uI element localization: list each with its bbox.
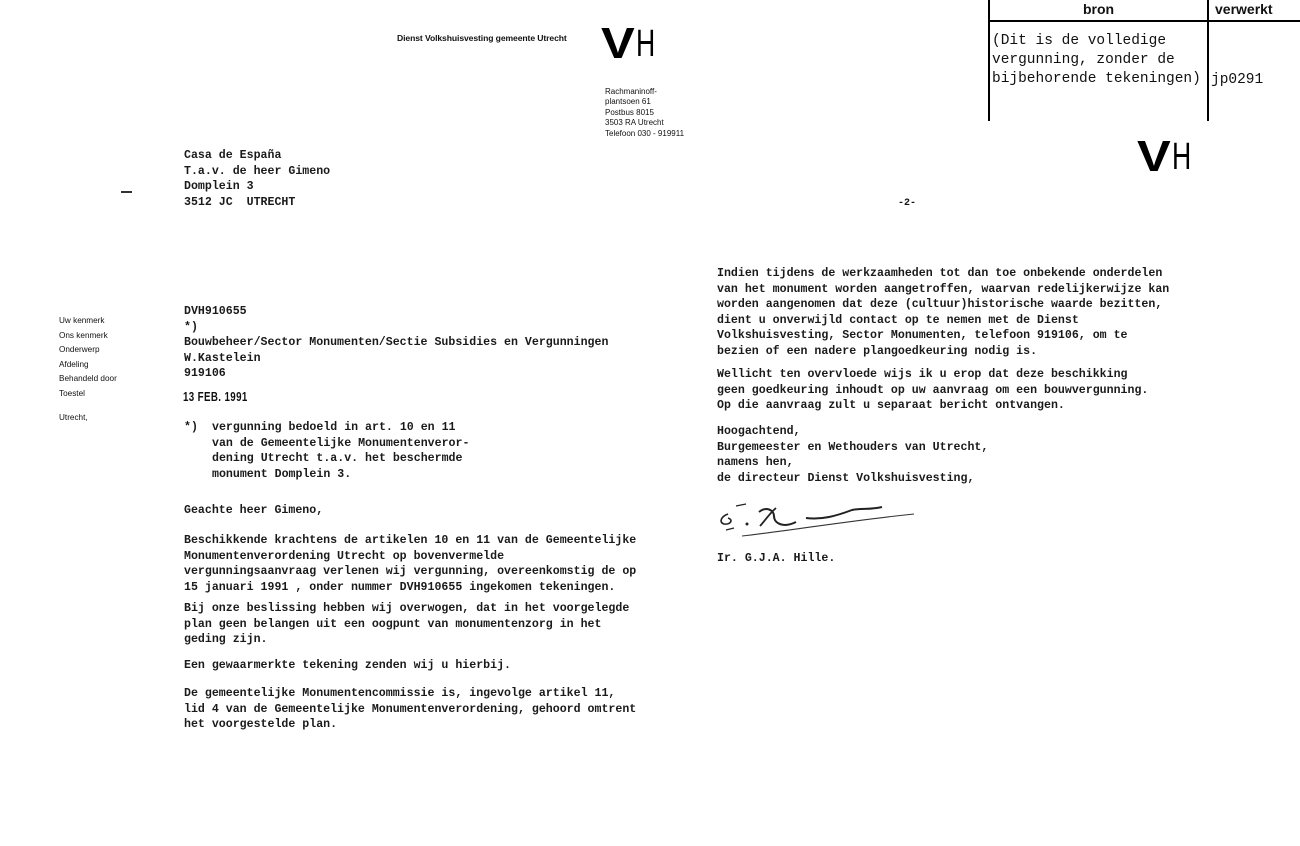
- closing-line: de directeur Dienst Volkshuisvesting,: [717, 471, 975, 485]
- archive-code: jp0291: [1211, 72, 1264, 88]
- value-ons-kenmerk: DVH910655: [184, 305, 247, 318]
- address-line: 3503 RA Utrecht: [605, 118, 664, 128]
- paragraph-3: [184, 658, 511, 674]
- logo-v: V: [1137, 132, 1171, 181]
- footnote-line: dening Utrecht t.a.v. het beschermde: [212, 452, 463, 466]
- closing-line: namens hen,: [717, 456, 794, 470]
- signatory-name: Ir. G.J.A. Hille.: [717, 552, 836, 565]
- closing-line: Hoogachtend,: [717, 425, 801, 438]
- recipient-line: 3512 JC UTRECHT: [184, 195, 296, 209]
- label-onderwerp: Onderwerp: [59, 345, 100, 354]
- table-divider: [1207, 0, 1209, 121]
- footnote-text: [212, 420, 469, 482]
- paragraph-line: Bij onze beslissing hebben wij overwogen, dat in het voorgelegde: [184, 602, 630, 615]
- label-behandeld-door: Behandeld door: [59, 374, 117, 383]
- label-ons-kenmerk: Ons kenmerk: [59, 330, 108, 340]
- table-border-left: [988, 0, 990, 121]
- paragraph-line: Wellicht ten overvloede wijs ik u erop dat deze beschikking: [717, 368, 1128, 381]
- address-line: plantsoen 61: [605, 97, 651, 107]
- reference-labels: [59, 314, 117, 401]
- paragraph-line: De gemeentelijke Monumentencommissie is, ingevolge artikel 11,: [184, 687, 616, 700]
- page2-paragraph-2: [717, 367, 1148, 414]
- footnote-line: monument Domplein 3.: [212, 467, 352, 481]
- recipient-line: Domplein 3: [184, 180, 254, 194]
- paragraph-line: Beschikkende krachtens de artikelen 10 en 11 van de Gemeentelijke: [184, 534, 637, 547]
- label-place: Utrecht,: [59, 413, 88, 422]
- handwritten-signature: [714, 496, 924, 541]
- recipient-address: [184, 148, 330, 210]
- table-header-verwerkt: verwerkt: [1215, 1, 1273, 17]
- table-header-rule: [989, 20, 1300, 22]
- footnote-line: vergunning bedoeld in art. 10 en 11: [212, 421, 456, 434]
- paragraph-line: vergunningsaanvraag verlenen wij vergunning, overeenkomstig de op: [184, 565, 637, 579]
- paragraph-line: lid 4 van de Gemeentelijke Monumentenverordening, gehoord omtrent: [184, 702, 637, 716]
- footnote-marker: *): [184, 421, 198, 434]
- value-behandeld-door: W.Kastelein: [184, 351, 261, 365]
- date-stamp: 13 FEB. 1991: [183, 389, 248, 404]
- recipient-line: T.a.v. de heer Gimeno: [184, 164, 331, 178]
- value-afdeling: Bouwbeheer/Sector Monumenten/Sectie Subsidies en Vergunningen: [184, 336, 609, 350]
- paragraph-line: Monumentenverordening Utrecht op bovenvermelde: [184, 549, 505, 563]
- paragraph-line: worden aangenomen dat deze (cultuur)historische waarde bezitten,: [717, 298, 1163, 312]
- label-uw-kenmerk: Uw kenmerk: [59, 316, 105, 325]
- paragraph-line: Indien tijdens de werkzaamheden tot dan toe onbekende onderdelen: [717, 267, 1163, 280]
- table-header-bron: bron: [1082, 1, 1115, 17]
- paragraph-line: Een gewaarmerkte tekening zenden wij u hierbij.: [184, 659, 511, 672]
- paragraph-line: Volkshuisvesting, Sector Monumenten, telefoon 919106, om te: [717, 329, 1128, 343]
- address-line: Rachmaninoff-: [605, 87, 657, 96]
- paragraph-4: [184, 686, 636, 733]
- paragraph-line: het voorgestelde plan.: [184, 718, 338, 732]
- logo-v: V: [601, 19, 635, 68]
- closing: [717, 424, 988, 486]
- paragraph-line: Op die aanvraag zult u separaat bericht ontvangen.: [717, 399, 1065, 413]
- paragraph-line: 15 januari 1991 , onder nummer DVH910655 ingekomen tekeningen.: [184, 580, 616, 594]
- note-line: vergunning, zonder de: [992, 52, 1175, 68]
- paragraph-line: plan geen belangen uit een oogpunt van monumentenzorg in het: [184, 617, 602, 631]
- value-onderwerp: *): [184, 320, 198, 334]
- fold-mark: [121, 191, 132, 193]
- salutation: Geachte heer Gimeno,: [184, 504, 324, 517]
- paragraph-2: [184, 601, 629, 648]
- vh-logo: [601, 19, 664, 68]
- archive-note: [992, 32, 1201, 89]
- paragraph-line: dient u onverwijld contact op te nemen met de Dienst: [717, 313, 1079, 327]
- logo-h: H: [636, 23, 656, 65]
- address-line: Telefoon 030 - 919911: [605, 128, 685, 138]
- recipient-line: Casa de España: [184, 149, 282, 162]
- page-number: -2-: [898, 198, 917, 209]
- reference-values: [184, 304, 608, 382]
- organization-name: Dienst Volkshuisvesting gemeente Utrecht: [397, 33, 567, 43]
- paragraph-line: bezien of een nadere plangoedkeuring nodig is.: [717, 344, 1038, 358]
- closing-line: Burgemeester en Wethouders van Utrecht,: [717, 440, 989, 454]
- paragraph-line: geen goedkeuring inhoudt op uw aanvraag om een bouwvergunning.: [717, 383, 1149, 397]
- logo-h: H: [1172, 136, 1192, 178]
- paragraph-line: van het monument worden aangetroffen, waarvan redelijkerwijze kan: [717, 282, 1170, 296]
- label-toestel: Toestel: [59, 388, 85, 398]
- sender-address: [605, 87, 684, 139]
- note-line: (Dit is de volledige: [992, 33, 1167, 49]
- footnote-line: van de Gemeentelijke Monumentenveror-: [212, 436, 470, 450]
- value-toestel: 919106: [184, 367, 226, 381]
- paragraph-line: geding zijn.: [184, 633, 268, 647]
- vh-logo-page2: [1137, 132, 1200, 181]
- address-line: Postbus 8015: [605, 107, 654, 117]
- label-afdeling: Afdeling: [59, 359, 89, 369]
- note-line: bijbehorende tekeningen): [992, 71, 1201, 87]
- paragraph-1: [184, 533, 636, 595]
- page2-paragraph-1: [717, 266, 1169, 360]
